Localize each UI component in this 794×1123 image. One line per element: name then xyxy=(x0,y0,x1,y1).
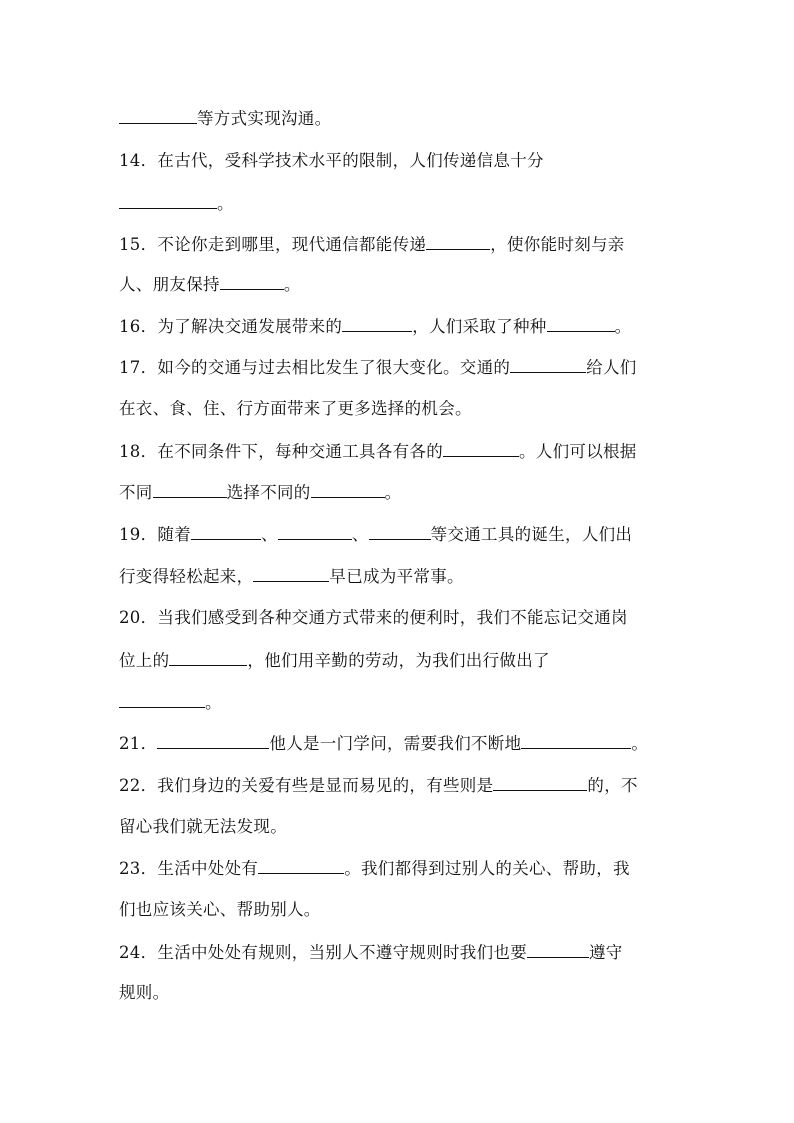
line-13-cont: 等方式实现沟通。 xyxy=(119,108,331,129)
answer-blank[interactable] xyxy=(157,733,269,749)
line-23-cont: 们也应该关心、帮助别人。 xyxy=(119,900,321,919)
answer-blank[interactable] xyxy=(311,482,385,498)
line-24-cont: 规则。 xyxy=(119,983,170,1002)
question-23: 23．生活中处处有 。我们都得到过别人的关心、帮助，我 xyxy=(119,859,630,878)
question-15: 15．不论你走到哪里，现代通信都能传递 ，使你能时刻与亲 xyxy=(119,235,625,254)
answer-blank[interactable] xyxy=(426,234,490,250)
answer-blank[interactable] xyxy=(119,108,197,124)
answer-blank[interactable] xyxy=(547,316,615,332)
line-15-cont: 人、朋友保持 。 xyxy=(119,275,301,294)
answer-blank[interactable] xyxy=(119,193,217,209)
question-21: 21． 他人是一门学问，需要我们不断地 。 xyxy=(119,734,649,753)
answer-blank[interactable] xyxy=(443,441,519,457)
answer-blank[interactable] xyxy=(191,524,261,540)
answer-blank[interactable] xyxy=(342,316,412,332)
answer-blank[interactable] xyxy=(220,274,284,290)
answer-blank[interactable] xyxy=(521,733,631,749)
question-19: 19．随着 、 、 等交通工具的诞生，人们出 xyxy=(119,525,633,544)
question-17: 17．如今的交通与过去相比发生了很大变化。交通的 给人们 xyxy=(119,358,637,377)
answer-blank[interactable] xyxy=(493,775,587,791)
answer-blank[interactable] xyxy=(278,524,352,540)
answer-blank[interactable] xyxy=(169,650,247,666)
answer-blank[interactable] xyxy=(510,357,586,373)
line-19-cont: 行变得轻松起来， 早已成为平常事。 xyxy=(119,567,464,586)
answer-blank[interactable] xyxy=(527,942,589,958)
line-22-cont: 留心我们就无法发现。 xyxy=(119,817,287,836)
answer-blank[interactable] xyxy=(369,524,431,540)
question-22: 22．我们身边的关爱有些是显而易见的，有些则是 的，不 xyxy=(119,776,638,795)
answer-blank[interactable] xyxy=(253,566,329,582)
line-17-cont: 在衣、食、住、行方面带来了更多选择的机会。 xyxy=(119,399,472,418)
answer-blank[interactable] xyxy=(153,482,227,498)
line-20-end: 。 xyxy=(119,692,222,713)
question-14: 14．在古代，受科学技术水平的限制，人们传递信息十分 xyxy=(119,151,544,170)
question-24: 24．生活中处处有规则，当别人不遵守规则时我们也要 遵守 xyxy=(119,943,623,962)
question-16: 16．为了解决交通发展带来的 ，人们采取了种种 。 xyxy=(119,317,632,336)
line-20-cont: 位上的 ，他们用辛勤的劳动，为我们出行做出了 xyxy=(119,651,550,670)
answer-blank[interactable] xyxy=(119,692,205,708)
question-20: 20．当我们感受到各种交通方式带来的便利时，我们不能忘记交通岗 xyxy=(119,608,628,627)
answer-blank[interactable] xyxy=(258,858,344,874)
line-14-cont: 。 xyxy=(119,193,234,214)
line-18-cont: 不同 选择不同的 。 xyxy=(119,483,402,502)
question-18: 18．在不同条件下，每种交通工具各有各的 。人们可以根据 xyxy=(119,442,637,461)
